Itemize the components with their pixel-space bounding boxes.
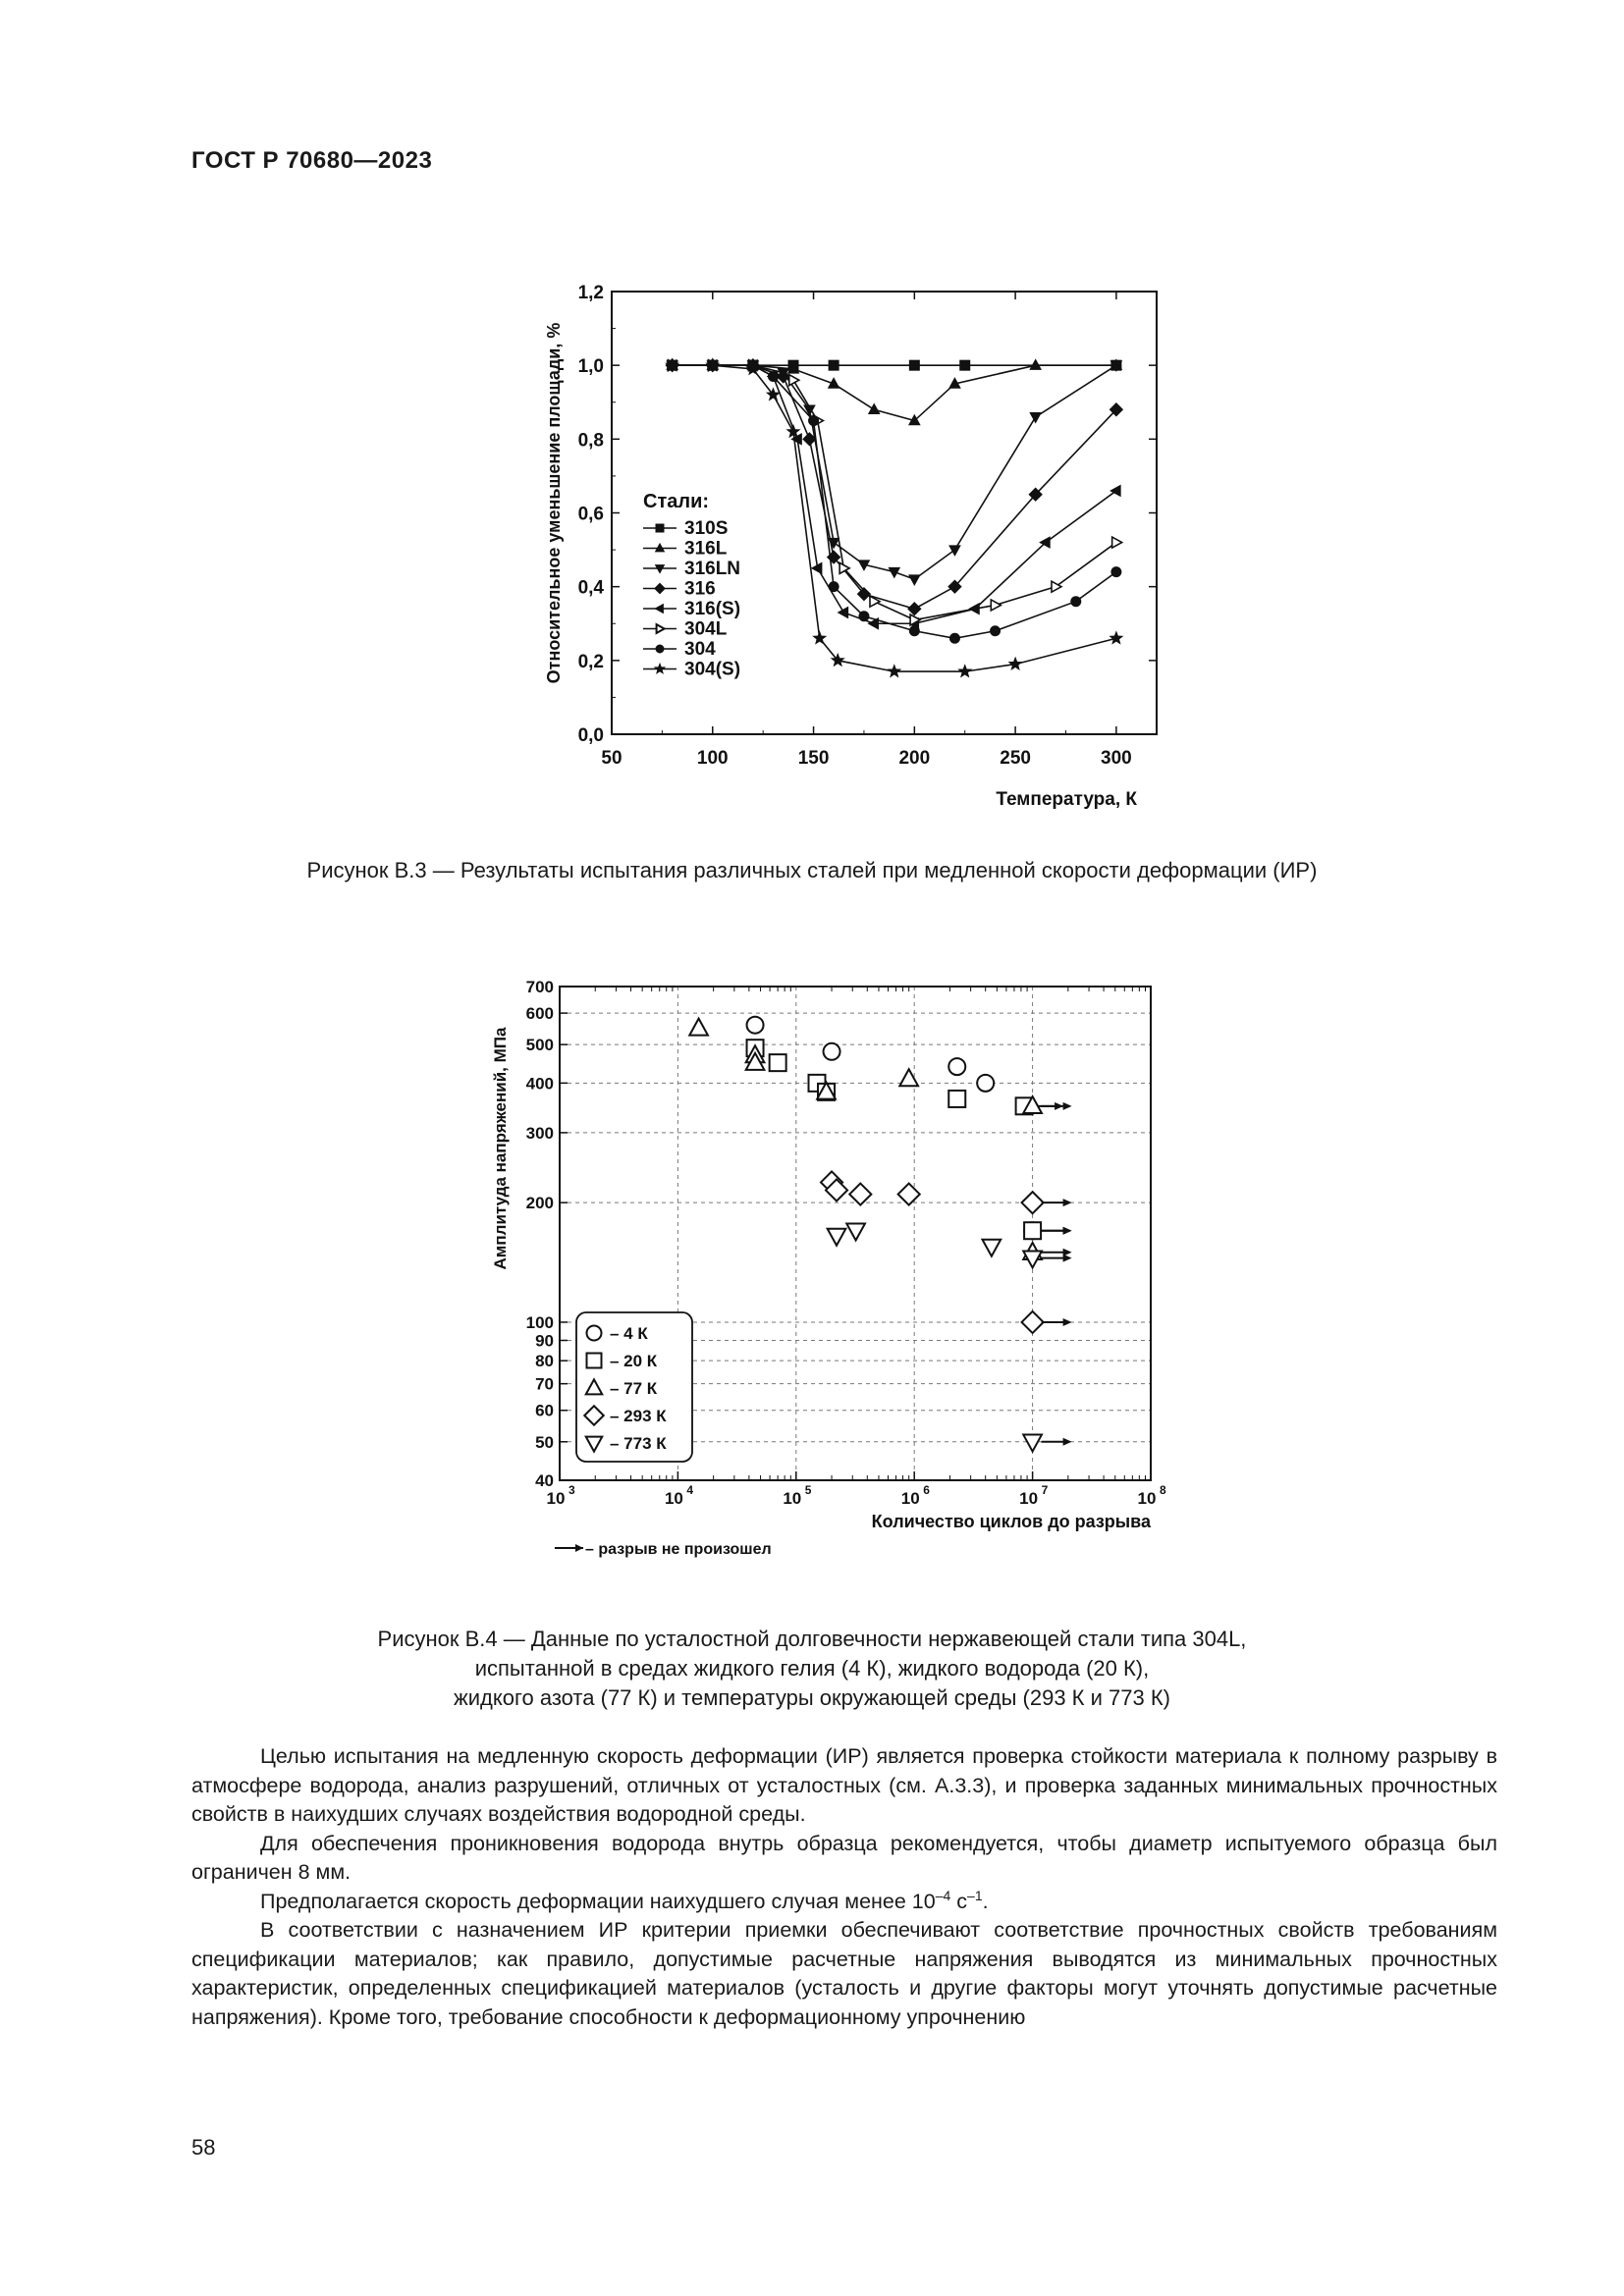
text-run: Целью испытания на медленную скорость деформации (ИР) является проверка стойкости материала к полному разрыву в атмосфере водорода, анализ разрушений, отличных от усталостных (см. А.3.3), и проверка заданных минимальных прочностных свойств в наихудших случаях воздействия водородной среды.	[191, 1744, 1497, 1826]
runout-arrowhead	[1063, 1102, 1072, 1110]
x-tick-label: 10	[1137, 1489, 1157, 1508]
data-point	[824, 1043, 840, 1060]
legend-label: 316(S)	[684, 599, 741, 619]
series-316ln	[667, 361, 1121, 585]
y-tick-label: 100	[525, 1312, 554, 1332]
series-triangle-down	[828, 1223, 1072, 1451]
legend-label: 304L	[684, 618, 728, 640]
data-point	[898, 1184, 920, 1205]
data-point	[789, 375, 799, 386]
y-tick-label: 0,4	[577, 577, 604, 599]
y-tick-label: 90	[535, 1331, 554, 1351]
data-point	[949, 546, 960, 556]
data-point	[814, 632, 826, 644]
y-tick-label: 200	[525, 1194, 554, 1213]
text-run: .	[982, 1889, 989, 1913]
data-point	[828, 1229, 846, 1246]
legend-marker	[655, 605, 663, 614]
data-point	[949, 633, 959, 643]
y-tick-label: 0,6	[577, 504, 604, 525]
data-point	[1009, 658, 1021, 669]
data-point	[1030, 413, 1041, 423]
data-point	[1024, 1222, 1041, 1239]
data-point	[747, 1017, 764, 1034]
data-point	[909, 575, 920, 585]
data-point	[899, 1069, 918, 1086]
figure-b4-caption-line-1: Рисунок В.4 — Данные по усталостной долговечности нержавеющей стали типа 304L,	[377, 1627, 1247, 1651]
data-point	[859, 612, 869, 621]
legend-marker	[655, 664, 665, 672]
data-point	[1111, 567, 1121, 577]
legend-label: 316	[684, 578, 716, 600]
data-point	[869, 404, 880, 414]
text-run: Для обеспечения проникновения водорода внутрь образца рекомендуется, чтобы диаметр испытуемого образца был ограничен 8 мм.	[191, 1831, 1497, 1884]
page-number: 58	[191, 2135, 216, 2160]
data-point	[991, 626, 1001, 636]
legend-marker	[587, 1354, 602, 1368]
legend	[643, 491, 740, 680]
x-tick-label: 100	[696, 748, 729, 769]
legend-label: – 773 К	[610, 1434, 667, 1453]
series-line	[673, 365, 1116, 619]
figure-b4-caption	[0, 1625, 1624, 1713]
legend-marker	[656, 524, 664, 532]
x-tick-label: 250	[1000, 748, 1031, 769]
x-tick-label: 50	[601, 748, 623, 769]
runout-arrowhead	[1063, 1318, 1072, 1326]
text-run: с	[950, 1889, 968, 1913]
x-tick-label: 10	[1019, 1489, 1039, 1508]
y-tick-label: 0,8	[577, 430, 604, 452]
runout-note-label: – разрыв не произошел	[585, 1541, 772, 1558]
text-run: В соответствии с назначением ИР критерии приемки обеспечивают соответствие прочностных свойств требованиям спецификации материалов; как правило, допустимые расчетные напряжения выводятся из минимальных прочностных характеристик, определенных спецификацией материалов (усталость и другие факторы могут уточнять допустимые расчетные напряжения). Кроме того, требование способности к деформационному упрочнению	[191, 1918, 1497, 2029]
body-paragraph	[191, 1742, 1497, 1830]
y-tick-label: 60	[535, 1401, 554, 1420]
data-point	[770, 1054, 786, 1071]
data-point	[991, 600, 1001, 611]
x-tick-exponent: 8	[1160, 1483, 1166, 1497]
data-point	[960, 360, 970, 370]
y-tick-label: 0,2	[577, 651, 604, 672]
data-point	[689, 1019, 708, 1036]
series-316l	[667, 359, 1121, 424]
x-tick-label: 300	[1101, 748, 1132, 769]
data-point	[908, 603, 921, 615]
legend-label: 316LN	[684, 559, 741, 579]
x-tick-label: 10	[900, 1489, 920, 1508]
data-point	[768, 371, 778, 381]
fatigue-life-chart	[481, 967, 1208, 1595]
data-point	[1023, 1435, 1042, 1452]
x-axis-label: Количество циклов до разрыва	[871, 1512, 1151, 1531]
data-point	[948, 1058, 965, 1075]
data-point	[909, 360, 919, 370]
series-304s	[666, 359, 1122, 677]
strain-rate-test-chart	[511, 265, 1218, 825]
runout-arrowhead	[1063, 1255, 1072, 1262]
y-tick-label: 40	[535, 1471, 554, 1490]
data-point	[1022, 1192, 1044, 1213]
y-tick-label: 50	[535, 1432, 554, 1452]
data-point	[829, 582, 839, 592]
legend-marker	[587, 1326, 602, 1341]
runout-note-arrowhead	[575, 1544, 583, 1552]
legend-marker	[655, 583, 665, 593]
data-point	[1071, 597, 1081, 607]
legend-title: Стали:	[643, 491, 710, 512]
data-point	[959, 666, 971, 677]
body-paragraph	[191, 1830, 1497, 1888]
x-tick-label: 200	[898, 748, 931, 769]
legend-label: 310S	[684, 518, 729, 539]
y-tick-label: 400	[525, 1074, 554, 1094]
y-tick-label: 300	[525, 1123, 554, 1143]
figure-b4-caption-line-3: жидкого азота (77 К) и температуры окружающей среды (293 К и 773 К)	[454, 1685, 1170, 1710]
x-tick-exponent: 3	[568, 1483, 575, 1497]
data-point	[982, 1240, 1001, 1256]
x-tick-exponent: 4	[686, 1483, 694, 1497]
x-tick-label: 10	[664, 1489, 683, 1508]
runout-arrowhead	[1063, 1227, 1072, 1235]
x-tick-exponent: 7	[1041, 1483, 1049, 1497]
y-axis-label: Относительное уменьшение площади, %	[544, 322, 564, 684]
x-tick-label: 10	[546, 1489, 566, 1508]
data-point	[889, 666, 900, 677]
data-point	[849, 1184, 871, 1205]
x-axis-label: Температура, К	[996, 789, 1137, 810]
data-point	[1022, 1311, 1044, 1333]
data-point	[809, 416, 819, 426]
data-point	[909, 626, 919, 636]
document-standard-header: ГОСТ Р 70680—2023	[191, 147, 433, 174]
y-tick-label: 1,0	[577, 356, 604, 378]
series-304l	[668, 360, 1121, 625]
legend-label: – 4 К	[610, 1324, 648, 1343]
y-tick-label: 1,2	[577, 283, 604, 303]
data-point	[1110, 632, 1122, 644]
figure-b4-caption-line-2: испытанной в средах жидкого гелия (4 К), жидкого водорода (20 К),	[474, 1656, 1150, 1681]
legend-label: 316L	[684, 538, 728, 560]
series-line	[673, 365, 1116, 420]
y-tick-label: 0,0	[577, 725, 604, 746]
runout-arrowhead	[1063, 1199, 1072, 1206]
legend-label: – 77 К	[610, 1379, 658, 1398]
legend	[576, 1312, 692, 1462]
x-tick-label: 10	[783, 1489, 802, 1508]
data-point	[1112, 537, 1122, 548]
y-tick-label: 700	[525, 978, 554, 996]
figure-b3-caption: Рисунок В.3 — Результаты испытания различных сталей при медленной скорости деформации (ИР)	[306, 858, 1318, 882]
legend-marker	[656, 645, 664, 653]
data-point	[977, 1075, 994, 1092]
body-text	[191, 1742, 1497, 2032]
data-point	[829, 360, 839, 370]
data-point	[839, 607, 848, 617]
legend-label: – 20 К	[610, 1352, 658, 1370]
y-axis-label: Амплитуда напряжений, МПа	[491, 1027, 510, 1270]
legend-label: 304	[684, 639, 716, 660]
y-tick-label: 500	[525, 1036, 554, 1055]
superscript: –1	[967, 1887, 983, 1903]
y-tick-label: 600	[525, 1004, 554, 1024]
legend-label: 304(S)	[684, 659, 741, 680]
series-line	[673, 365, 1116, 623]
body-paragraph	[191, 1888, 1497, 1917]
superscript: –4	[935, 1887, 951, 1903]
data-point	[948, 1091, 965, 1107]
text-run: Предполагается скорость деформации наихудшего случая менее 10	[260, 1889, 936, 1913]
x-tick-exponent: 5	[804, 1483, 812, 1497]
runout-arrowhead	[1063, 1438, 1072, 1446]
x-tick-label: 150	[797, 748, 830, 769]
x-tick-exponent: 6	[923, 1483, 930, 1497]
legend-label: – 293 К	[610, 1407, 667, 1425]
data-point	[846, 1223, 865, 1240]
y-tick-label: 80	[535, 1352, 554, 1371]
legend-marker	[657, 624, 665, 633]
y-tick-label: 70	[535, 1374, 554, 1394]
series-line	[673, 365, 1116, 638]
runout-note	[555, 1541, 772, 1558]
body-paragraph	[191, 1916, 1497, 2032]
